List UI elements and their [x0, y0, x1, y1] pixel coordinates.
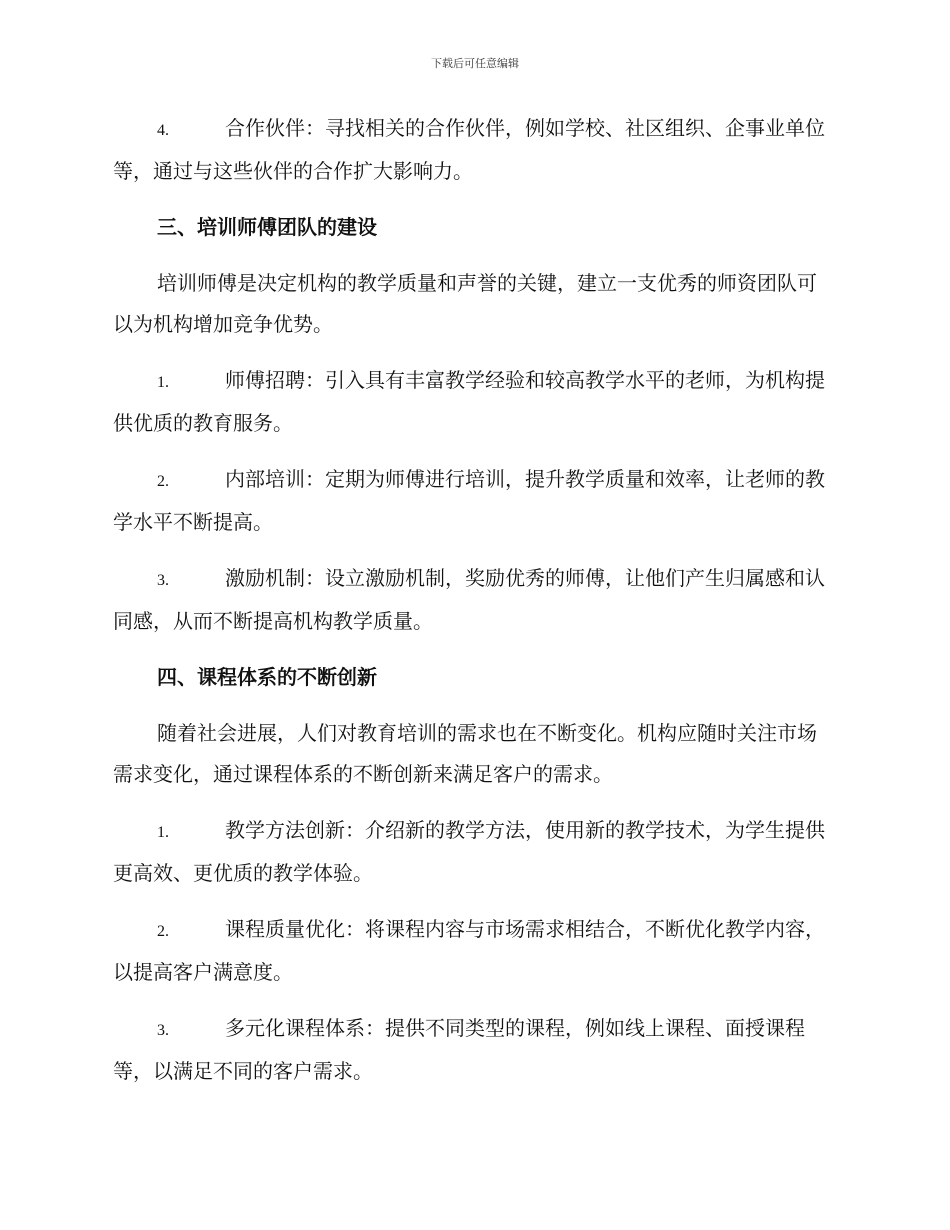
paragraph: 培训师傅是决定机构的教学质量和声誉的关键，建立一支优秀的师资团队可以为机构增加竞争优势。: [113, 271, 817, 336]
list-text: 课程质量优化：将课程内容与市场需求相结合，不断优化教学内容，以提高客户满意度。: [113, 917, 825, 984]
list-text: 师傅招聘：引入具有丰富教学经验和较高教学水平的老师，为机构提供优质的教育服务。: [113, 368, 825, 435]
list-number: 4.: [157, 122, 169, 139]
list-text: 多元化课程体系：提供不同类型的课程，例如线上课程、面授课程等，以满足不同的客户需求。: [113, 1016, 805, 1083]
list-item: [113, 558, 833, 642]
list-item: [113, 1008, 833, 1092]
list-item: [113, 810, 833, 894]
list-item: [113, 108, 833, 192]
list-item: [113, 459, 833, 543]
list-item: [113, 909, 833, 993]
list-number: 3.: [157, 1022, 169, 1039]
list-text: 内部培训：定期为师傅进行培训，提升教学质量和效率，让老师的教学水平不断提高。: [113, 467, 825, 534]
list-text: 合作伙伴：寻找相关的合作伙伴，例如学校、社区组织、企事业单位等，通过与这些伙伴的合作扩大影响力。: [113, 116, 825, 183]
page-header: 下载后可任意编辑: [431, 57, 519, 70]
list-number: 1.: [157, 824, 169, 841]
list-item: [113, 360, 833, 444]
document-body: [113, 108, 833, 1107]
section-heading: 四、课程体系的不断创新: [157, 665, 377, 689]
list-number: 2.: [157, 923, 169, 940]
section-heading: 三、培训师傅团队的建设: [157, 215, 377, 239]
paragraph: 随着社会进展，人们对教育培训的需求也在不断变化。机构应随时关注市场需求变化，通过课程体系的不断创新来满足客户的需求。: [113, 721, 817, 786]
list-number: 3.: [157, 572, 169, 589]
list-number: 2.: [157, 473, 169, 490]
list-text: 教学方法创新：介绍新的教学方法，使用新的教学技术，为学生提供更高效、更优质的教学体验。: [113, 818, 825, 885]
list-text: 激励机制：设立激励机制，奖励优秀的师傅，让他们产生归属感和认同感，从而不断提高机构教学质量。: [113, 566, 825, 633]
list-number: 1.: [157, 374, 169, 391]
